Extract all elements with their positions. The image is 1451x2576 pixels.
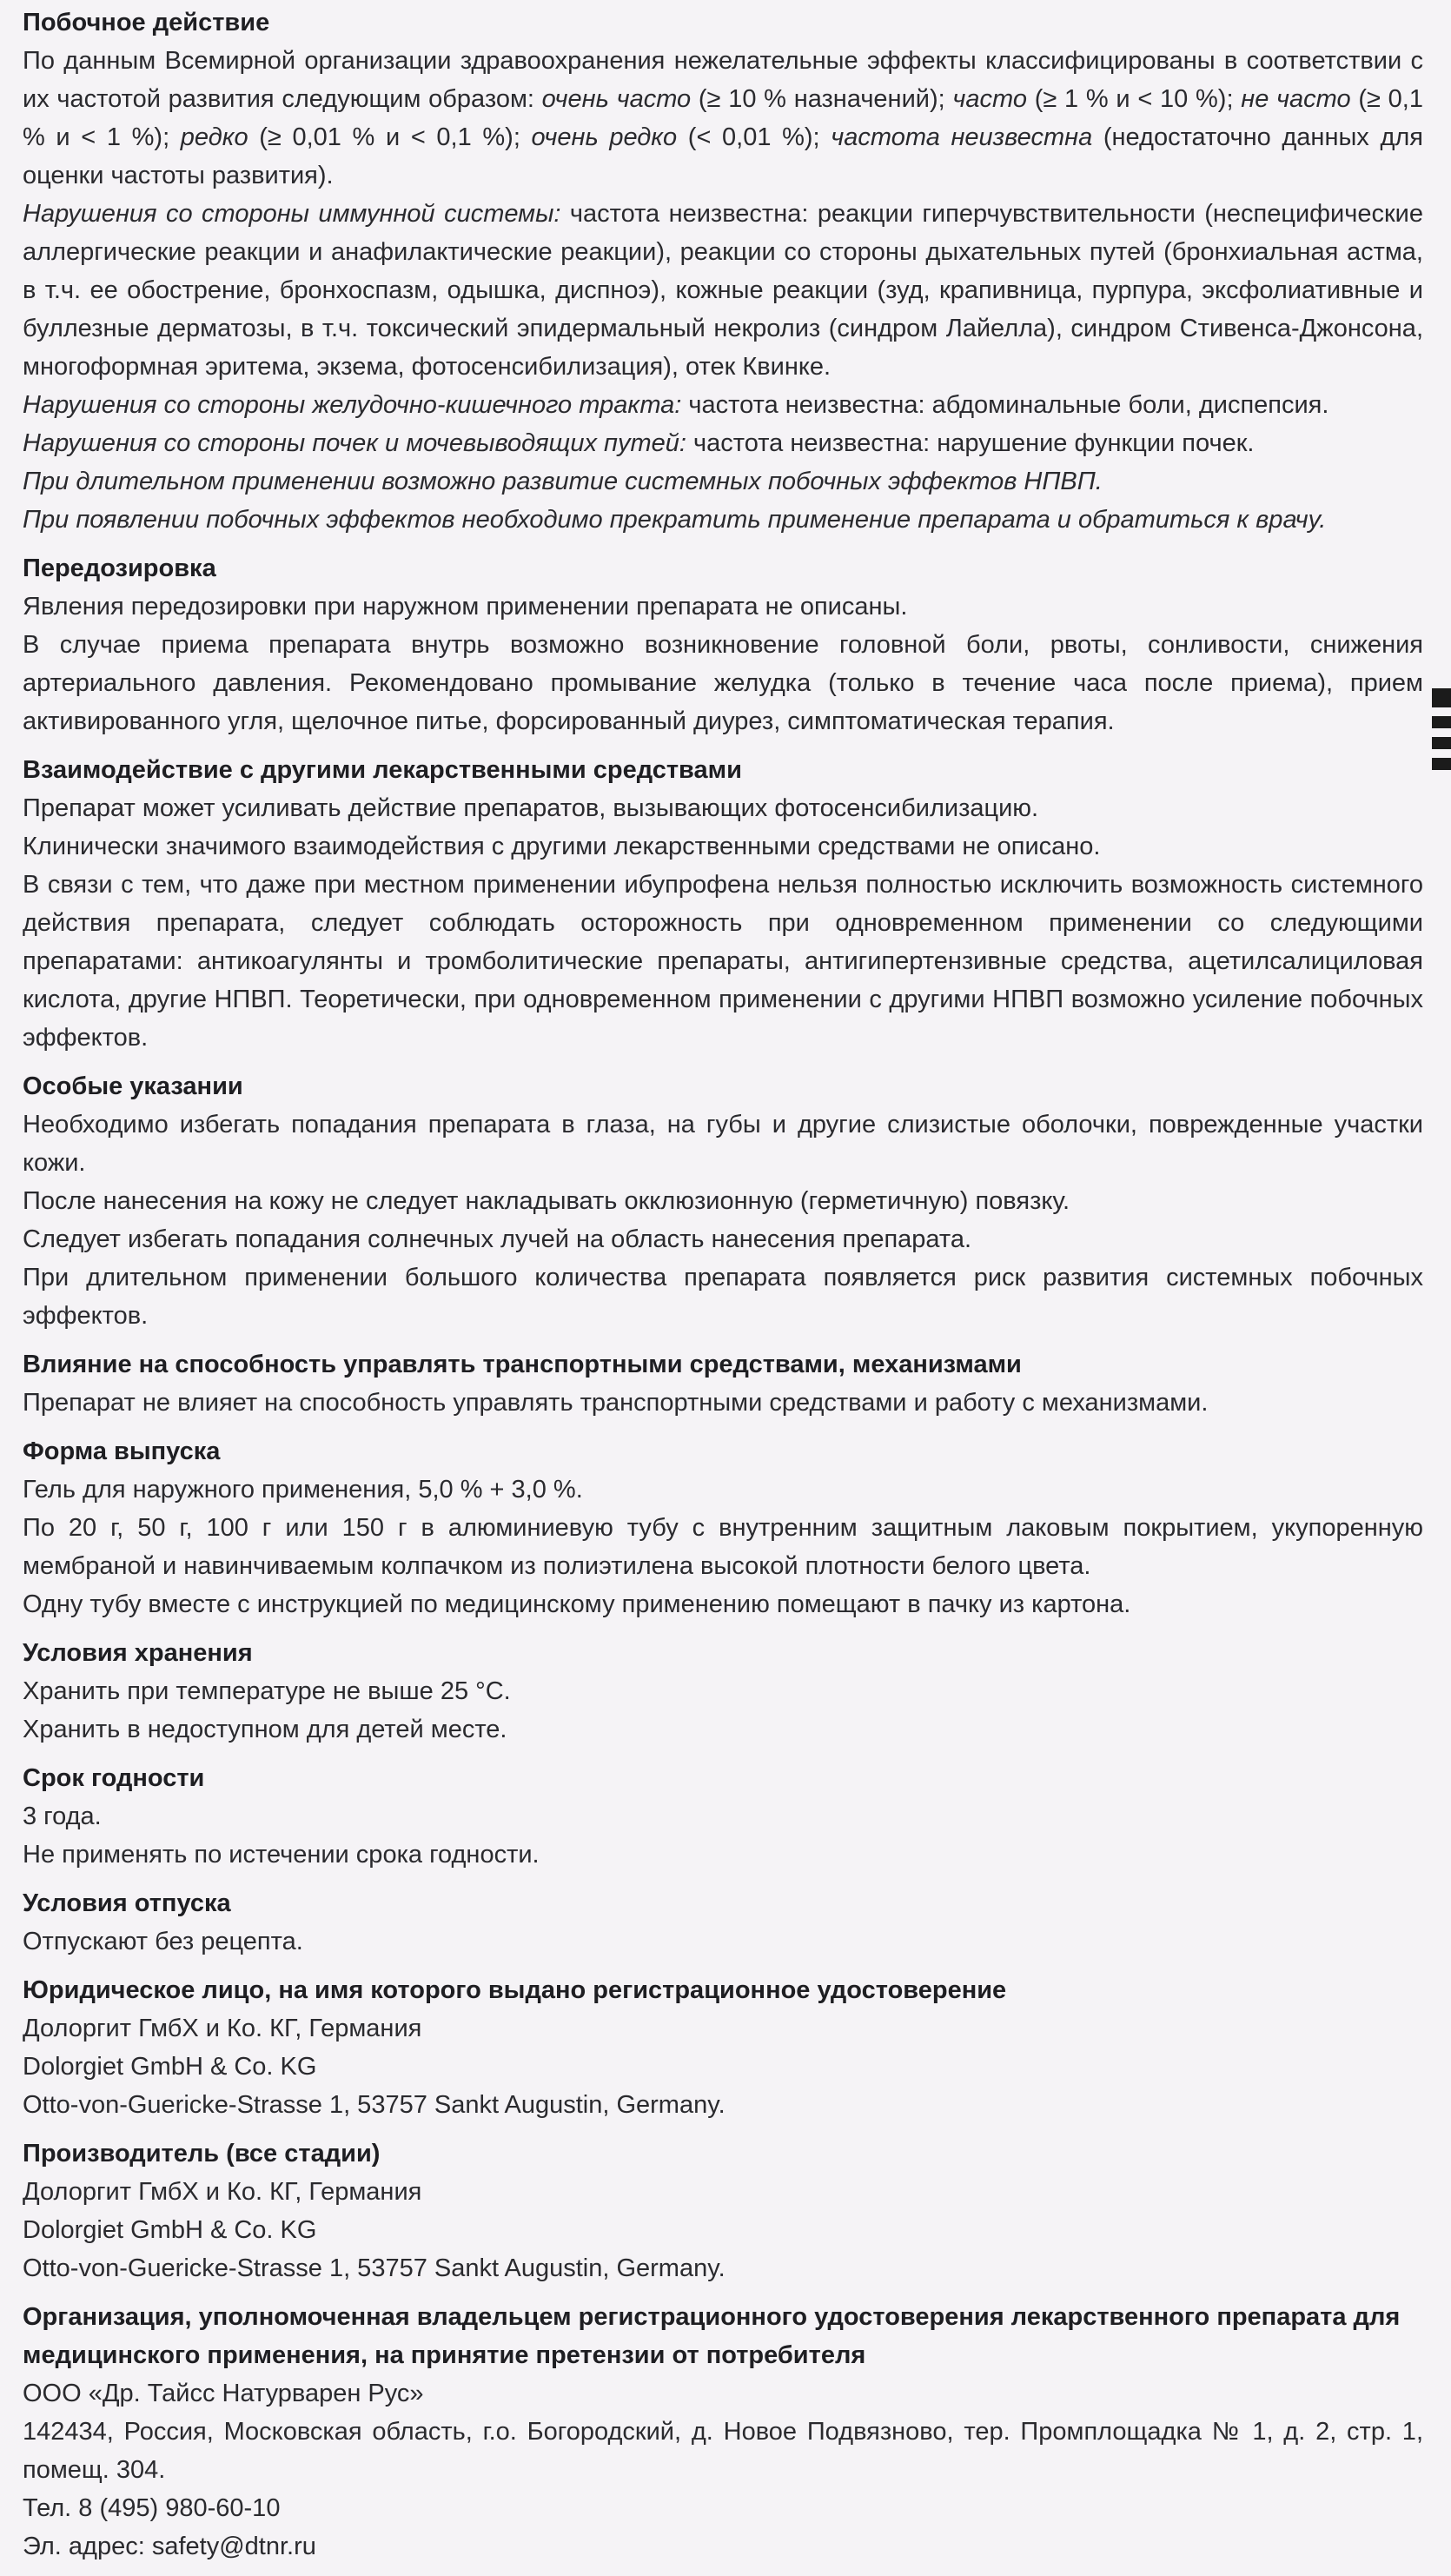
storage-para-2: Хранить в недоступном для детей месте.	[23, 1716, 507, 1743]
manufacturer-line-1: Долоргит ГмбХ и Ко. КГ, Германия	[23, 2178, 422, 2206]
edge-tab-mark	[1432, 688, 1451, 707]
edge-tab-mark	[1432, 737, 1451, 749]
text-run: (недостаточно данных для оценки частоты развития).	[23, 123, 1423, 189]
section-special-instructions	[23, 1067, 1423, 1335]
italic-run: очень часто	[541, 85, 692, 113]
text-run: По данным Всемирной организации здравоохранения нежелательные эффекты классифицированы в соответствии с их частотой развития следующим образом:	[23, 47, 1423, 113]
italic-run: часто	[952, 85, 1028, 113]
heading-overdose: Передозировка	[23, 554, 216, 582]
holder-line-1: Долоргит ГмбХ и Ко. КГ, Германия	[23, 2015, 422, 2042]
overdose-para-2: В случае приема препарата внутрь возможно возникновение головной боли, рвоты, сонливости, снижения артериального давления. Рекомендовано промывание желудка (только в течение часа после приема), прием активированного угля, щелочное питье, форсированный диурез, симптоматическая терапия.	[23, 631, 1423, 735]
side-effects-frequency-para	[23, 42, 1423, 195]
special-para-3: Следует избегать попадания солнечных лучей на область нанесения препарата.	[23, 1225, 972, 1253]
italic-run: редко	[180, 123, 248, 151]
dispense-para: Отпускают без рецепта.	[23, 1928, 303, 1955]
shelf-para-1: 3 года.	[23, 1803, 102, 1830]
section-shelf-life	[23, 1759, 1423, 1874]
heading-dispensing: Условия отпуска	[23, 1889, 231, 1917]
italic-run: не часто	[1241, 85, 1351, 113]
interactions-para-3: В связи с тем, что даже при местном применении ибупрофена нельзя полностью исключить возможность системного действия препарата, следует соблюдать осторожность при одновременном применении со следующими препаратами: антикоагулянты и тромболитические препараты, антигипертензивные средства, ацетилсалициловая кислота, другие НПВП. Теоретически, при одновременном применении с другими НПВП возможно усиление побочных эффектов.	[23, 871, 1423, 1052]
systemic-effects-para: При длительном применении возможно развитие системных побочных эффектов НПВП.	[23, 468, 1103, 495]
claims-line-1: ООО «Др. Тайсс Натурварен Рус»	[23, 2380, 424, 2407]
section-driving	[23, 1345, 1423, 1422]
special-para-4: При длительном применении большого количества препарата появляется риск развития системных побочных эффектов.	[23, 1264, 1423, 1330]
stop-use-para: При появлении побочных эффектов необходимо прекратить применение препарата и обратиться к врачу.	[23, 506, 1327, 534]
edge-tab-mark	[1432, 758, 1451, 770]
overdose-para-1: Явления передозировки при наружном применении препарата не описаны.	[23, 593, 908, 621]
heading-side-effects: Побочное действие	[23, 9, 270, 37]
heading-manufacturer: Производитель (все стадии)	[23, 2140, 381, 2168]
heading-shelf-life: Срок годности	[23, 1764, 205, 1792]
section-interactions	[23, 751, 1423, 1057]
edge-tab-marks	[1432, 688, 1451, 779]
italic-run: Нарушения со стороны иммунной системы:	[23, 200, 561, 228]
form-para-3: Одну тубу вместе с инструкцией по медицинскому применению помещают в пачку из картона.	[23, 1590, 1131, 1618]
section-holder	[23, 1971, 1423, 2124]
section-side-effects	[23, 3, 1423, 539]
section-claims-org	[23, 2298, 1423, 2566]
text-run: частота неизвестна: реакции гиперчувствительности (неспецифические аллергические реакции и анафилактические реакции), реакции со стороны дыхательных путей (бронхиальная астма, в т.ч. ее обострение, бронхоспазм, одышка, диспноэ), кожные реакции (зуд, крапивница, пурпура, эксфолиативные и буллезные дерматозы, в т.ч. токсический эпидермальный некролиз (синдром Лайелла), синдром Стивенса-Джонсона, многоформная эритема, экзема, фотосенсибилизация), отек Квинке.	[23, 200, 1423, 381]
special-para-1: Необходимо избегать попадания препарата в глаза, на губы и другие слизистые оболочки, поврежденные участки кожи.	[23, 1111, 1423, 1177]
driving-para: Препарат не влияет на способность управлять транспортными средствами и работу с механизмами.	[23, 1389, 1209, 1417]
section-release-form	[23, 1432, 1423, 1623]
leaflet-page	[23, 0, 1423, 2576]
gi-tract-para	[23, 386, 1423, 424]
heading-claims-org: Организация, уполномоченная владельцем регистрационного удостоверения лекарственного препарата для медицинского применения, на принятие претензии от потребителя	[23, 2303, 1401, 2369]
manufacturer-line-2: Dolorgiet GmbH & Co. KG	[23, 2216, 317, 2244]
section-dispensing	[23, 1884, 1423, 1961]
storage-para-1: Хранить при температуре не выше 25 °С.	[23, 1677, 511, 1705]
italic-run: Нарушения со стороны почек и мочевыводящих путей:	[23, 429, 686, 457]
text-run: частота неизвестна: нарушение функции почек.	[686, 429, 1255, 457]
claims-phone: Тел. 8 (495) 980-60-10	[23, 2494, 281, 2522]
holder-line-3: Otto-von-Guericke-Strasse 1, 53757 Sankt Augustin, Germany.	[23, 2091, 726, 2119]
section-storage	[23, 1634, 1423, 1749]
claims-email: Эл. адрес: safety@dtnr.ru	[23, 2533, 316, 2560]
interactions-para-2: Клинически значимого взаимодействия с другими лекарственными средствами не описано.	[23, 833, 1101, 860]
heading-storage: Условия хранения	[23, 1639, 253, 1667]
heading-special-instructions: Особые указании	[23, 1072, 243, 1100]
special-para-2: После нанесения на кожу не следует накладывать окклюзионную (герметичную) повязку.	[23, 1187, 1070, 1215]
kidney-para	[23, 424, 1423, 462]
heading-interactions: Взаимодействие с другими лекарственными средствами	[23, 756, 742, 784]
shelf-para-2: Не применять по истечении срока годности.	[23, 1841, 540, 1869]
immune-system-para	[23, 195, 1423, 386]
interactions-para-1: Препарат может усиливать действие препаратов, вызывающих фотосенсибилизацию.	[23, 794, 1039, 822]
text-run: (≥ 0,1 % и < 1 %);	[23, 85, 1423, 151]
text-run: (≥ 1 % и < 10 %);	[1027, 85, 1242, 113]
italic-run: частота неизвестна	[831, 123, 1093, 151]
holder-line-2: Dolorgiet GmbH & Co. KG	[23, 2053, 317, 2081]
text-run: (≥ 10 % назначений);	[691, 85, 953, 113]
heading-release-form: Форма выпуска	[23, 1437, 221, 1465]
heading-driving: Влияние на способность управлять транспортными средствами, механизмами	[23, 1351, 1022, 1378]
heading-holder: Юридическое лицо, на имя которого выдано регистрационное удостоверение	[23, 1976, 1007, 2004]
text-run: частота неизвестна: абдоминальные боли, диспепсия.	[681, 391, 1329, 419]
claims-line-2: 142434, Россия, Московская область, г.о. Богородский, д. Новое Подвязново, тер. Промплощадка № 1, д. 2, стр. 1, помещ. 304.	[23, 2418, 1423, 2484]
manufacturer-line-3: Otto-von-Guericke-Strasse 1, 53757 Sankt Augustin, Germany.	[23, 2254, 726, 2282]
text-run: (≥ 0,01 % и < 0,1 %);	[248, 123, 532, 151]
section-overdose	[23, 549, 1423, 740]
form-para-2: По 20 г, 50 г, 100 г или 150 г в алюминиевую тубу с внутренним защитным лаковым покрытием, укупоренную мембраной и навинчиваемым колпачком из полиэтилена высокой плотности белого цвета.	[23, 1514, 1423, 1580]
edge-tab-mark	[1432, 716, 1451, 728]
italic-run: очень редко	[531, 123, 678, 151]
form-para-1: Гель для наружного применения, 5,0 % + 3,0 %.	[23, 1476, 583, 1504]
italic-run: Нарушения со стороны желудочно-кишечного тракта:	[23, 391, 682, 419]
text-run: (< 0,01 %);	[677, 123, 832, 151]
section-manufacturer	[23, 2134, 1423, 2287]
